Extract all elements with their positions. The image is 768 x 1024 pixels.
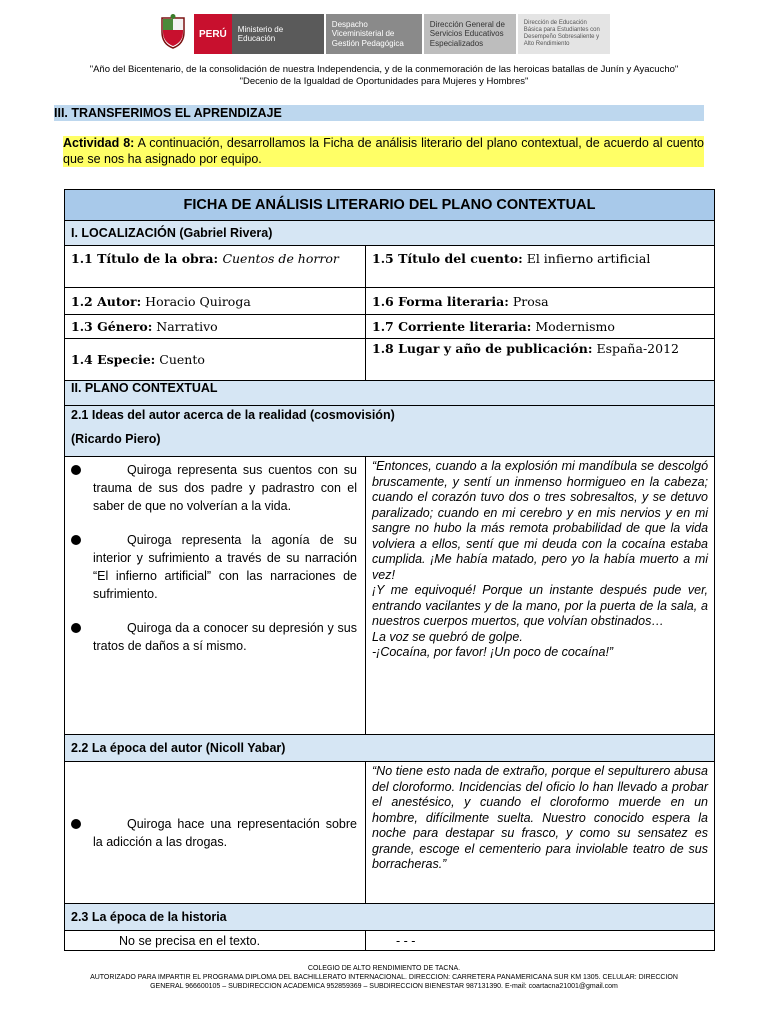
autor-value: Horacio Quiroga	[141, 293, 251, 309]
ideas-header-cell	[65, 406, 715, 457]
table-title: FICHA DE ANÁLISIS LITERARIO DEL PLANO CONTEXTUAL	[65, 190, 715, 221]
titulo-obra-value: Cuentos de horror	[222, 251, 339, 266]
activity-paragraph	[63, 136, 704, 167]
plano-contextual-header: II. PLANO CONTEXTUAL	[65, 381, 715, 406]
cell-corriente	[366, 315, 715, 339]
list-item	[79, 619, 357, 655]
especie-value: Cuento	[155, 352, 205, 367]
forma-label: 1.6 Forma literaria:	[372, 293, 509, 309]
ministry-label: Ministerio de Educación	[232, 14, 324, 54]
list-item	[79, 461, 357, 515]
list-item	[79, 531, 357, 603]
ideas-bullets-cell	[65, 457, 366, 735]
activity-text: A continuación, desarrollamos la Ficha de análisis literario del plano contextual, de acuerdo al cuento que se nos ha asignado por equipo.	[63, 136, 704, 166]
ideas-quote-3: La voz se quebró de golpe.	[372, 629, 523, 644]
peru-label: PERÚ	[194, 14, 232, 54]
bullet-icon	[71, 535, 81, 545]
historia-left: No se precisa en el texto.	[65, 931, 366, 951]
cell-especie	[65, 339, 366, 381]
cell-genero	[65, 315, 366, 339]
ideas-quote: “Entonces, cuando a la explosión mi mandíbula se descolgó bruscamente, y sentí un inmenso hormigueo en la cabeza; cuando el corazón tuvo dos o tres sobresaltos, y se detuvo paralizado; cuando en mi cerebro y en mis nervios y en mi sangre no hubo la más remota probabilidad de que la vida volviera a ellos, sentí que mi deuda con la cocaína estaba cumplida. ¡Me había matado, pero yo la había muerto a mi vez!	[372, 459, 709, 582]
header-banner	[158, 14, 610, 54]
bullet-text: Quiroga hace una representación sobre la adicción a las drogas.	[93, 816, 357, 849]
historia-right: - - -	[366, 931, 715, 951]
localization-header: I. LOCALIZACIÓN (Gabriel Rivera)	[65, 221, 715, 246]
subdirection-label: Dirección de Educación Básica para Estudiantes con Desempeño Sobresaliente y Alto Rendimiento	[518, 14, 610, 54]
epoca-historia-header: 2.3 La época de la historia	[65, 904, 715, 931]
bullet-text: Quiroga representa sus cuentos con su trauma de sus dos padre y padrastro con el saber de que no volverían a la vida.	[93, 463, 357, 513]
viceministry-label: Despacho Viceministerial de Gestión Pedagógica	[326, 14, 422, 54]
ideas-header: 2.1 Ideas del autor acerca de la realidad (cosmovisión)	[71, 408, 395, 422]
cell-lugar	[366, 339, 715, 381]
motto-line-1: "Año del Bicentenario, de la consolidación de nuestra Independencia, y de la conmemoración de las heroicas batallas de Junín y Ayacucho"	[89, 64, 679, 75]
bullet-icon	[71, 623, 81, 633]
analysis-table	[64, 189, 715, 951]
footer	[0, 964, 768, 991]
autor-label: 1.2 Autor:	[71, 293, 142, 309]
motto-line-2: "Decenio de la Igualdad de Oportunidades para Mujeres y Hombres"	[239, 76, 529, 87]
epoca-quote: “No tiene esto nada de extraño, porque el sepulturero abusa del cloroformo. Incidencias del oficio lo han llevado a probar el anestésico, y cuando el cloroformo muerde en un hombre, difícilmente suelta. Nuestro conocido espera la noche para destapar su frasco, y como su sensatez es grande, escoge el cementerio para inviolable teatro de sus borracheras.”	[366, 762, 715, 904]
genero-label: 1.3 Género:	[71, 319, 153, 334]
footer-line-3: GENERAL 966600105 – SUBDIRECCION ACADEMICA 952859369 – SUBDIRECCION BIENESTAR 987131390. E-mail: coartacna21001@gmail.com	[150, 983, 618, 990]
footer-line-1: COLEGIO DE ALTO RENDIMIENTO DE TACNA.	[307, 965, 461, 972]
motto	[0, 64, 768, 88]
bullet-icon	[71, 465, 81, 475]
activity-label: Actividad 8:	[63, 136, 135, 150]
especie-label: 1.4 Especie:	[71, 352, 156, 367]
corriente-label: 1.7 Corriente literaria:	[372, 319, 532, 334]
lugar-value: España-2012	[592, 341, 679, 356]
footer-line-2: AUTORIZADO PARA IMPARTIR EL PROGRAMA DIPLOMA DEL BACHILLERATO INTERNACIONAL. DIRECCION: CARRETERA PANAMERICANA SUR KM 1305. CELULAR: DIRECCION	[90, 974, 678, 981]
bullet-icon	[71, 819, 81, 829]
bullet-text: Quiroga representa la agonía de su interior y sufrimiento a través de su narración “El infierno artificial” con las narraciones de sufrimiento.	[93, 533, 357, 601]
titulo-cuento-value: El infierno artificial	[522, 251, 651, 266]
cell-forma	[366, 288, 715, 315]
titulo-obra-label: 1.1 Título de la obra	[71, 251, 214, 266]
lugar-label: 1.8 Lugar y año de publicación:	[372, 341, 593, 356]
direction-label: Dirección General de Servicios Educativos Especializados	[424, 14, 516, 54]
titulo-cuento-label: 1.5 Título del cuento	[372, 251, 519, 266]
ideas-quote-4: -¡Cocaína, por favor! ¡Un poco de cocaína!”	[372, 645, 614, 659]
bullet-text: Quiroga da a conocer su depresión y sus tratos de daños a sí mismo.	[93, 621, 357, 653]
cell-titulo-cuento: 1.5 Título del cuento: El infierno artificial	[366, 246, 715, 288]
ideas-quote-cell	[366, 457, 715, 735]
cell-titulo-obra: 1.1 Título de la obra: Cuentos de horror	[65, 246, 366, 288]
cell-autor	[65, 288, 366, 315]
corriente-value: Modernismo	[531, 319, 615, 334]
genero-value: Narrativo	[152, 319, 218, 334]
ideas-quote-2: ¡Y me equivoqué! Porque un instante después pude ver, entrando vacilantes y de la mano, por la puerta de la sala, a nuestros cuerpos muertos, que volvían obstinados…	[372, 583, 709, 628]
ideas-author: (Ricardo Piero)	[71, 432, 161, 446]
section-heading: III. TRANSFERIMOS EL APRENDIZAJE	[54, 105, 704, 121]
peru-coat-of-arms-icon	[158, 14, 188, 50]
list-item	[79, 815, 357, 851]
epoca-bullet-cell	[65, 762, 366, 904]
forma-value: Prosa	[508, 293, 549, 309]
epoca-autor-header: 2.2 La época del autor (Nicoll Yabar)	[65, 735, 715, 762]
